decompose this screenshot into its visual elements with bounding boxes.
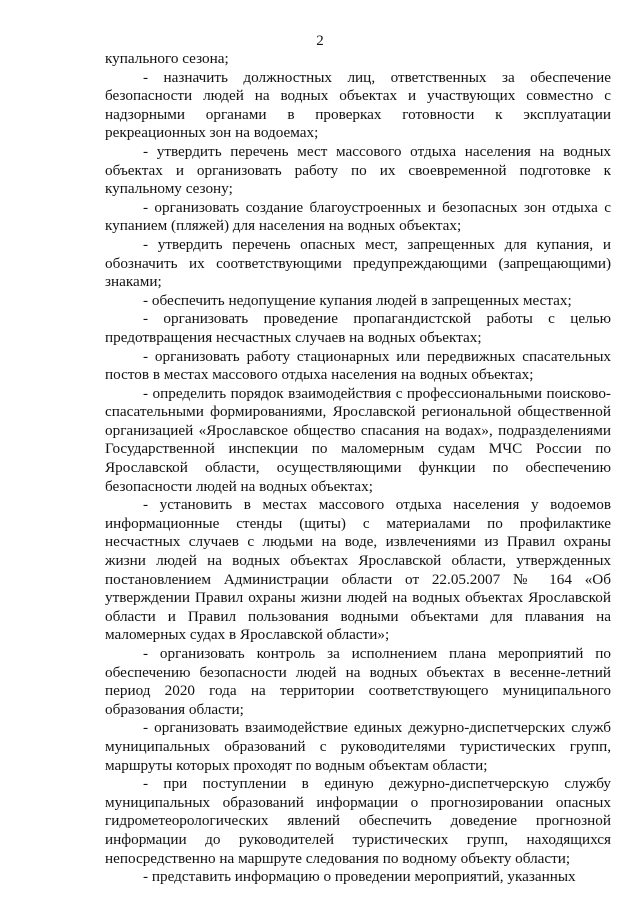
page-number: 2	[316, 33, 324, 49]
paragraph: - представить информацию о проведении мероприятий, указанных	[143, 868, 576, 886]
paragraph: купального сезона;	[105, 50, 229, 67]
paragraph: - утвердить перечень опасных мест, запрещенных для купания, и обозначить их соответствующими предупреждающими (запрещающими) знаками;	[105, 235, 611, 291]
paragraph: - организовать взаимодействие единых дежурно-диспетчерских служб муниципальных образований с руководителями туристических групп, маршруты которых проходят по водным объектам области;	[105, 719, 611, 774]
paragraph: - назначить должностных лиц, ответственных за обеспечение безопасности людей на водных объектах и участвующих совместно с надзорными органами в проверках готовности к эксплуатации рекреационных зон на водоемах;	[105, 68, 611, 142]
document-body	[105, 50, 611, 887]
paragraph: - организовать контроль за исполнением плана мероприятий по обеспечению безопасности людей на водных объектах в весенне-летний период 2020 года на территории соответствующего муниципального образования области;	[105, 645, 611, 718]
paragraph: - обеспечить недопущение купания людей в запрещенных местах;	[143, 291, 572, 309]
paragraph: - установить в местах массового отдыха населения у водоемов информационные стенды (щиты) с материалами по профилактике несчастных случаев с людьми на воде, извлечениями из Правил охраны жизни людей на водных объектах Ярославской области, утвержденных постановлением Администрации области от 22.05.2007 № 164 «Об утверждении Правил охраны жизни людей на водных объектах Ярославской области и Правил пользования водными объектами для плавания на маломерных судах в Ярославской области»;	[105, 496, 611, 644]
paragraph: - организовать работу стационарных или передвижных спасательных постов в местах массового отдыха населения на водных объектах;	[105, 347, 611, 384]
paragraph: - организовать создание благоустроенных и безопасных зон отдыха с купанием (пляжей) для населения на водных объектах;	[105, 198, 611, 235]
paragraph: - утвердить перечень мест массового отдыха населения на водных объектах и организовать работу по их своевременной подготовке к купальному сезону;	[105, 142, 611, 198]
paragraph: - организовать проведение пропагандистской работы с целью предотвращения несчастных случаев на водных объектах;	[105, 310, 611, 346]
paragraph: - при поступлении в единую дежурно-диспетчерскую службу муниципальных образований информации о прогнозировании опасных гидрометеорологических явлений обеспечить доведение прогнозной информации до руководителей туристических групп, находящихся непосредственно на маршруте следования по водному объекту области;	[105, 775, 611, 867]
paragraph: - определить порядок взаимодействия с профессиональными поисково-спасательными формированиями, Ярославской региональной общественной организацией «Ярославское общество спасания на водах», подразделениями Государственной инспекции по маломерным судам МЧС России по Ярославской области, осуществляющими функции по обеспечению безопасности людей на водных объектах;	[105, 384, 611, 495]
